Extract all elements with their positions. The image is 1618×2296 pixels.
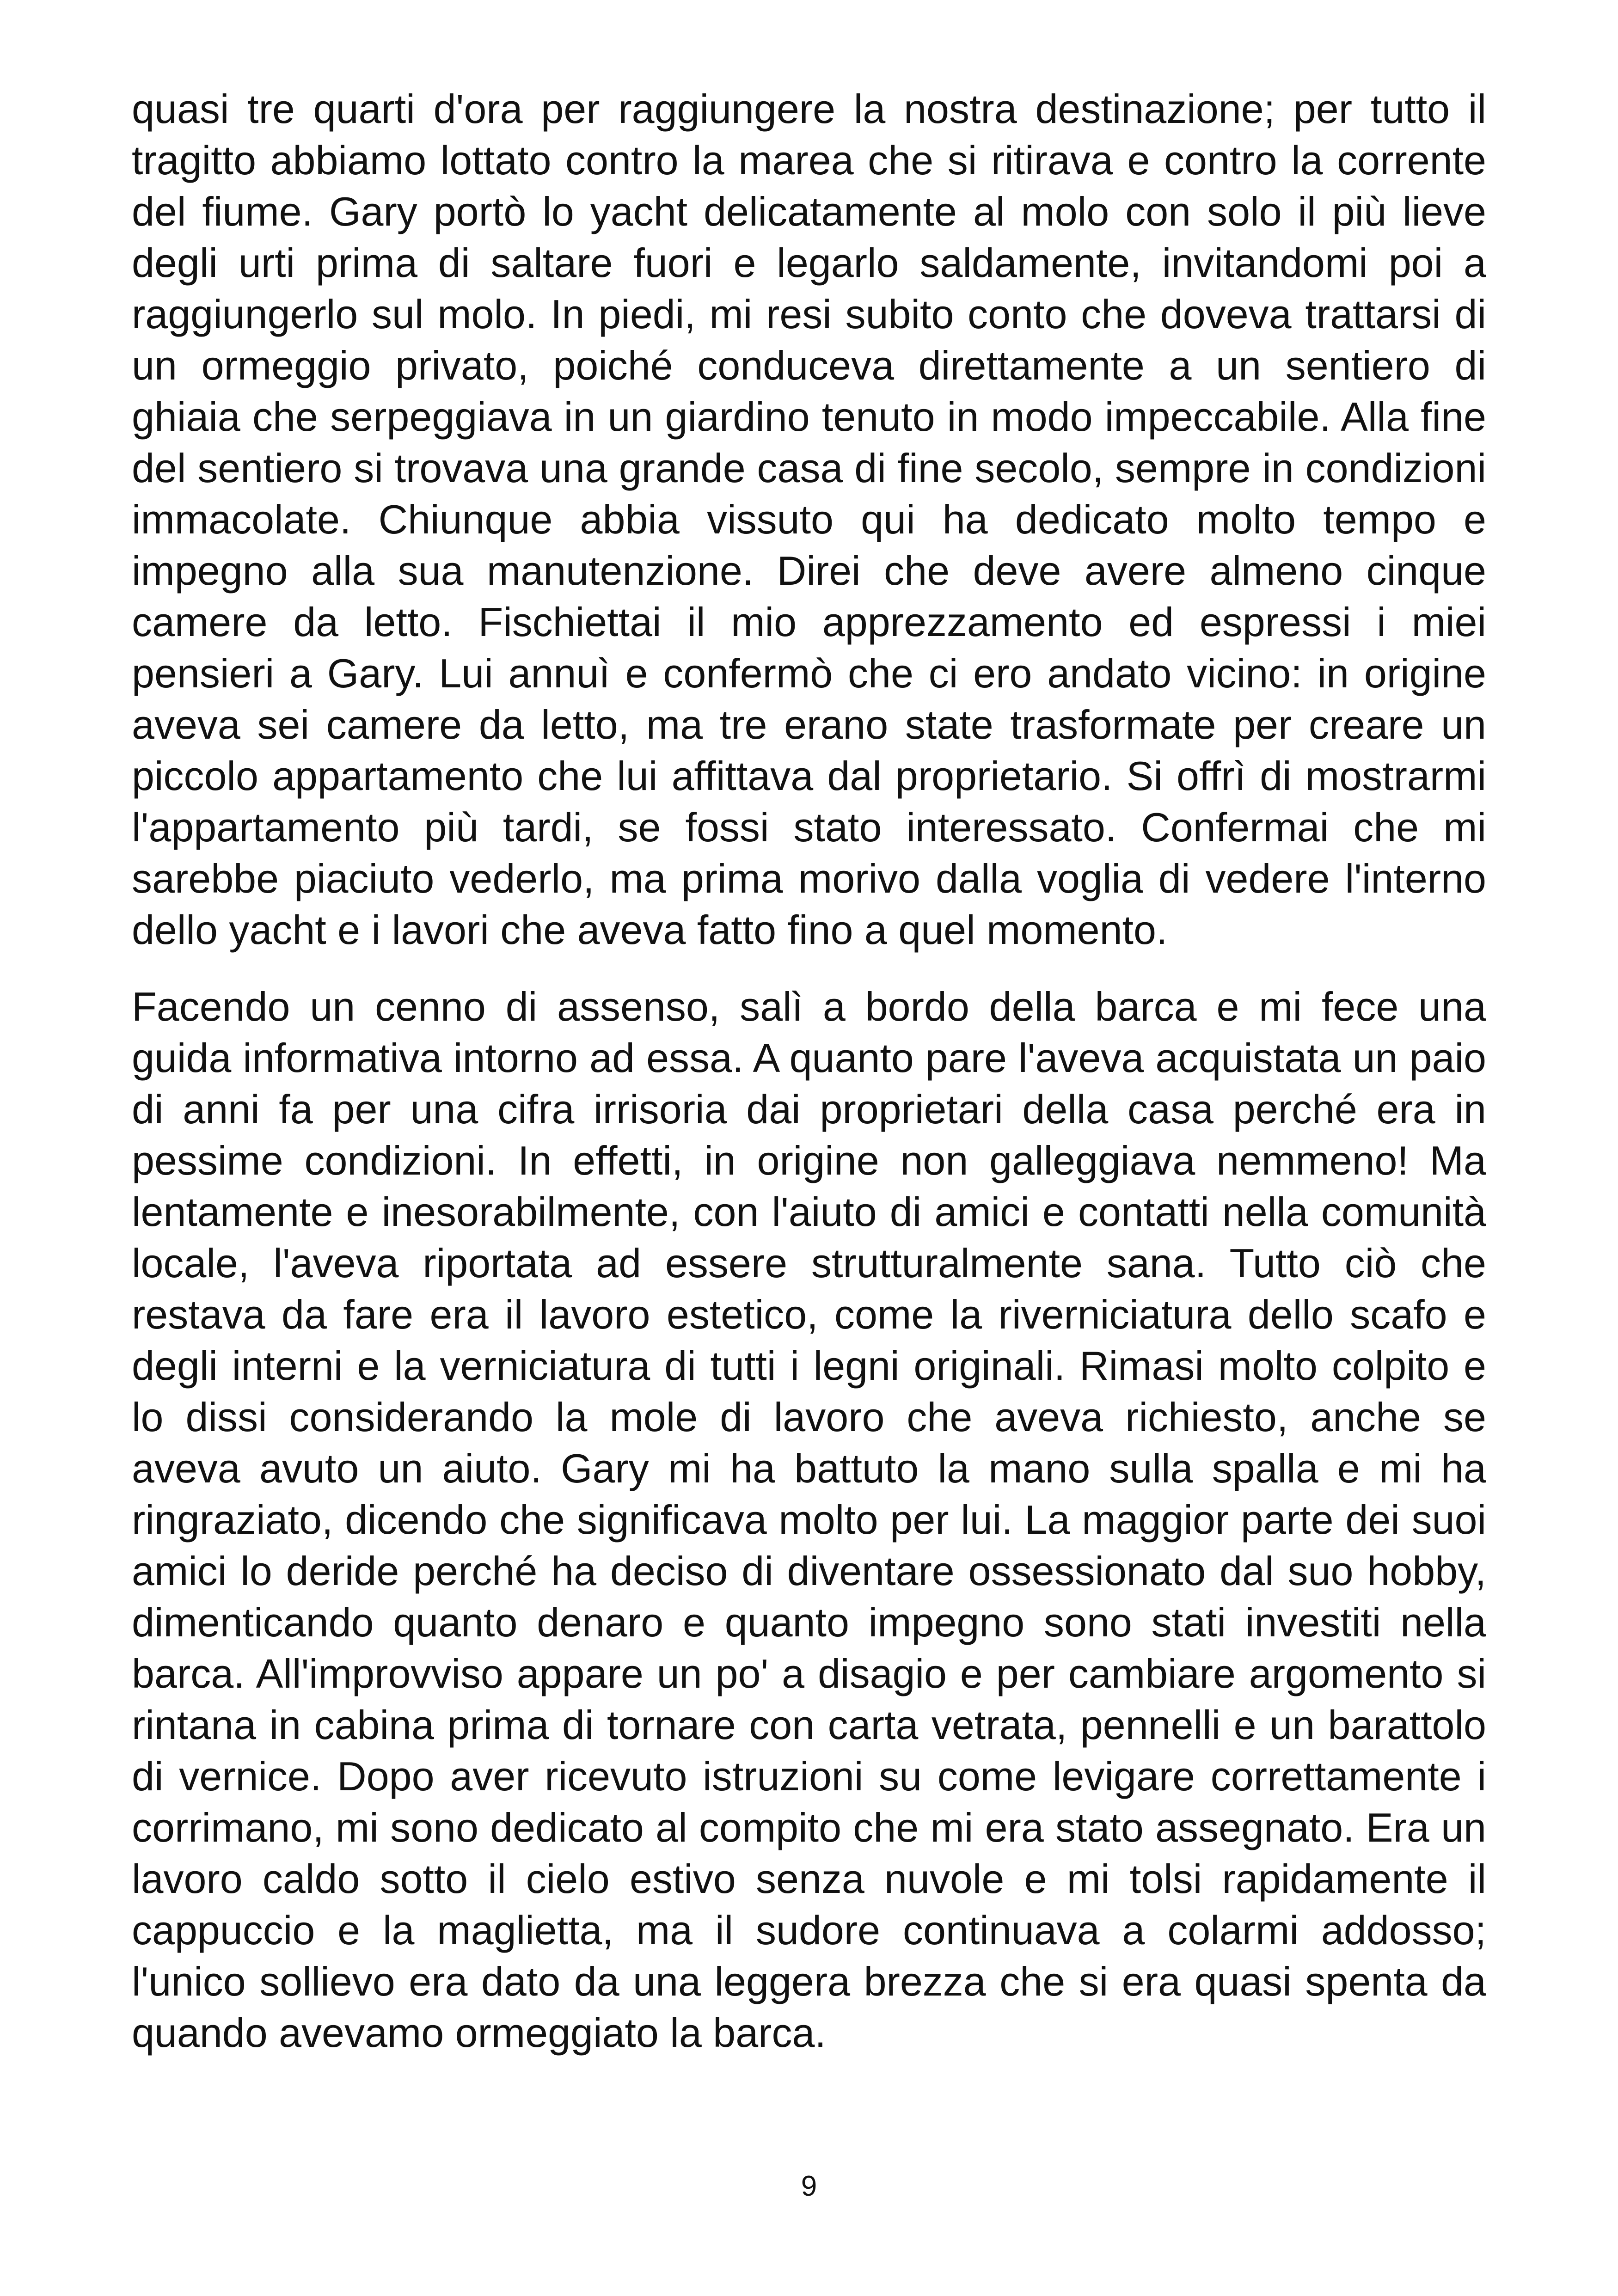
page-number: 9 [801, 2170, 817, 2202]
paragraph-1: quasi tre quarti d'ora per raggiungere la nostra destinazione; per tutto il tragitto abbiamo lottato contro la marea che si ritirava e contro la corrente del fiume. Gary portò lo yacht delicatamente al molo con solo il più lieve degli urti prima di saltare fuori e legarlo saldamente, invitandomi poi a raggiungerlo sul molo. In piedi, mi resi subito conto che doveva trattarsi di un ormeggio privato, poiché conduceva direttamente a un sentiero di ghiaia che serpeggiava in un giardino tenuto in modo impeccabile. Alla fine del sentiero si trovava una grande casa di fine secolo, sempre in condizioni immacolate. Chiunque abbia vissuto qui ha dedicato molto tempo e impegno alla sua manutenzione. Direi che deve avere almeno cinque camere da letto. Fischiettai il mio apprezzamento ed espressi i miei pensieri a Gary. Lui annuì e confermò che ci ero andato vicino: in origine aveva sei camere da letto, ma tre erano state trasformate per creare un piccolo appartamento che lui affittava dal proprietario. Si offrì di mostrarmi l'appartamento più tardi, se fossi stato interessato. Confermai che mi sarebbe piaciuto vederlo, ma prima morivo dalla voglia di vedere l'interno dello yacht e i lavori che aveva fatto fino a quel momento. [132, 86, 1486, 953]
paragraph-2: Facendo un cenno di assenso, salì a bordo della barca e mi fece una guida informativa intorno ad essa. A quanto pare l'aveva acquistata un paio di anni fa per una cifra irrisoria dai proprietari della casa perché era in pessime condizioni. In effetti, in origine non galleggiava nemmeno! Ma lentamente e inesorabilmente, con l'aiuto di amici e contatti nella comunità locale, l'aveva riportata ad essere strutturalmente sana. Tutto ciò che restava da fare era il lavoro estetico, come la riverniciatura dello scafo e degli interni e la verniciatura di tutti i legni originali. Rimasi molto colpito e lo dissi considerando la mole di lavoro che aveva richiesto, anche se aveva avuto un aiuto. Gary mi ha battuto la mano sulla spalla e mi ha ringraziato, dicendo che significava molto per lui. La maggior parte dei suoi amici lo deride perché ha deciso di diventare ossessionato dal suo hobby, dimenticando quanto denaro e quanto impegno sono stati investiti nella barca. All'improvviso appare un po' a disagio e per cambiare argomento si rintana in cabina prima di tornare con carta vetrata, pennelli e un barattolo di vernice. Dopo aver ricevuto istruzioni su come levigare correttamente i corrimano, mi sono dedicato al compito che mi era stato assegnato. Era un lavoro caldo sotto il cielo estivo senza nuvole e mi tolsi rapidamente il cappuccio e la maglietta, ma il sudore continuava a colarmi addosso; l'unico sollievo era dato da una leggera brezza che si era quasi spenta da quando avevamo ormeggiato la barca. [132, 984, 1486, 2056]
body-text [132, 83, 1486, 2058]
